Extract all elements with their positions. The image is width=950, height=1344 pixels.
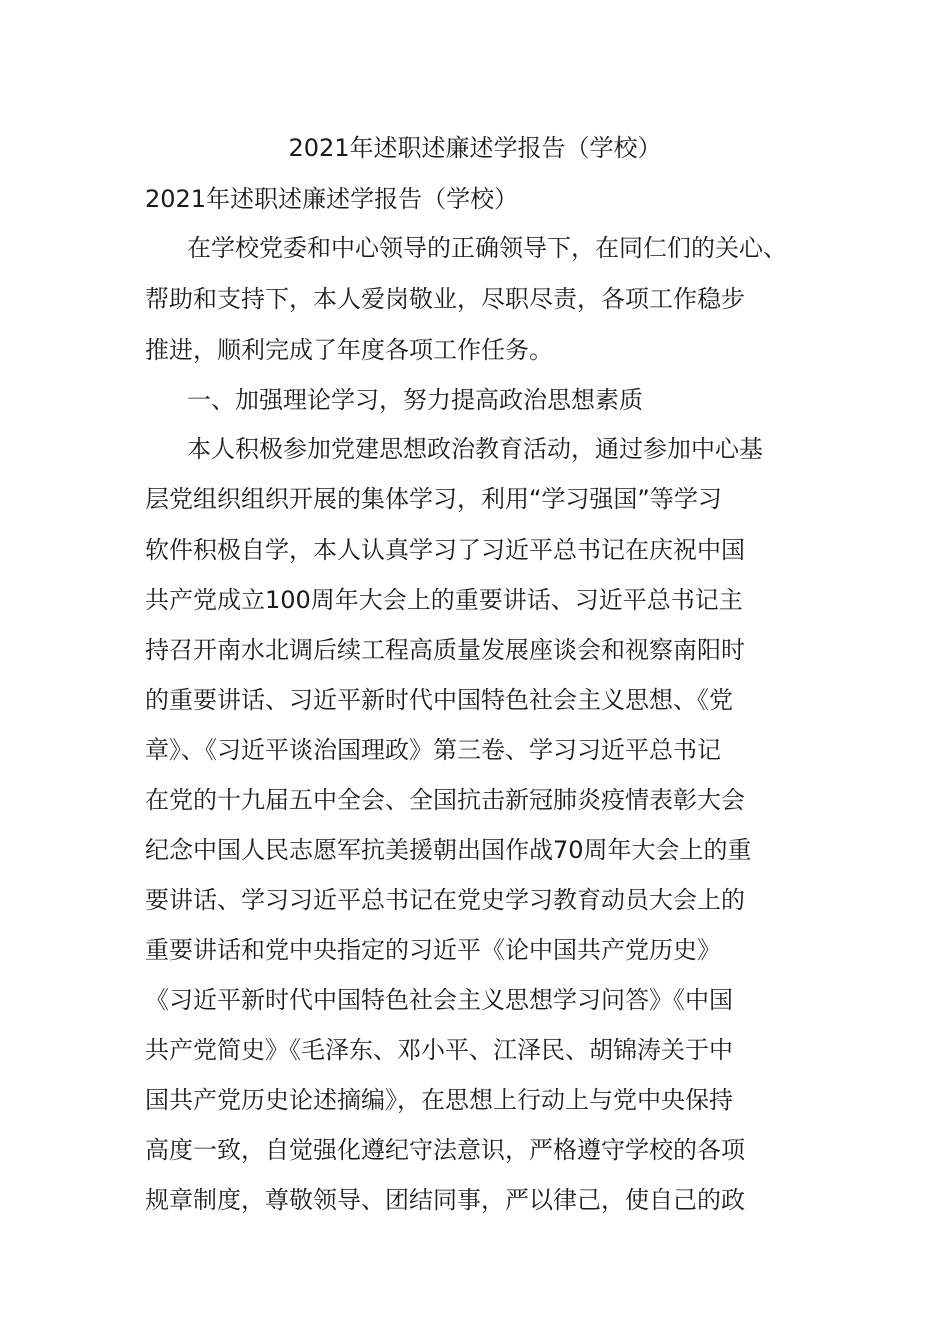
paragraph-line: 国共产党历史论述摘编》，在思想上行动上与党中央保持 [145,1086,733,1114]
paragraph-line: 帮助和支持下，本人爱岗敬业，尽职尽责，各项工作稳步 [145,285,745,313]
paragraph-line: 高度一致，自觉强化遵纪守法意识，严格遵守学校的各项 [145,1136,745,1164]
paragraph-line: 章》、《习近平谈治国理政》第三卷、学习习近平总书记 [145,736,721,764]
paragraph-line: 持召开南水北调后续工程高质量发展座谈会和视察南阳时 [145,636,745,664]
paragraph-line: 软件积极自学，本人认真学习了习近平总书记在庆祝中国 [145,536,745,564]
section-heading: 一、加强理论学习，努力提高政治思想素质 [187,386,643,414]
paragraph-line: 在学校党委和中心领导的正确领导下，在同仁们的关心、 [187,234,787,262]
paragraph-line: 纪念中国人民志愿军抗美援朝出国作战70周年大会上的重 [145,836,752,864]
paragraph-line: 要讲话、学习习近平总书记在党史学习教育动员大会上的 [145,886,745,914]
paragraph-line: 共产党简史》《毛泽东、邓小平、江泽民、胡锦涛关于中 [145,1036,733,1064]
paragraph-line: 《习近平新时代中国特色社会主义思想学习问答》《中国 [145,986,733,1014]
paragraph-line: 层党组织组织开展的集体学习，利用“学习强国”等学习 [145,485,722,513]
paragraph-line: 规章制度，尊敬领导、团结同事，严以律己，使自己的政 [145,1186,745,1214]
paragraph-line: 推进，顺利完成了年度各项工作任务。 [145,336,553,364]
paragraph-line: 本人积极参加党建思想政治教育活动，通过参加中心基 [187,435,763,463]
paragraph-line: 重要讲话和党中央指定的习近平《论中国共产党历史》 [145,936,721,964]
paragraph-line: 在党的十九届五中全会、全国抗击新冠肺炎疫情表彰大会 [145,786,745,814]
paragraph-line: 的重要讲话、习近平新时代中国特色社会主义思想、《党 [145,686,733,714]
document-title: 2021年述职述廉述学报告（学校） [288,134,662,162]
subtitle-line: 2021年述职述廉述学报告（学校） [145,185,519,213]
paragraph-line: 共产党成立100周年大会上的重要讲话、习近平总书记主 [145,586,743,614]
